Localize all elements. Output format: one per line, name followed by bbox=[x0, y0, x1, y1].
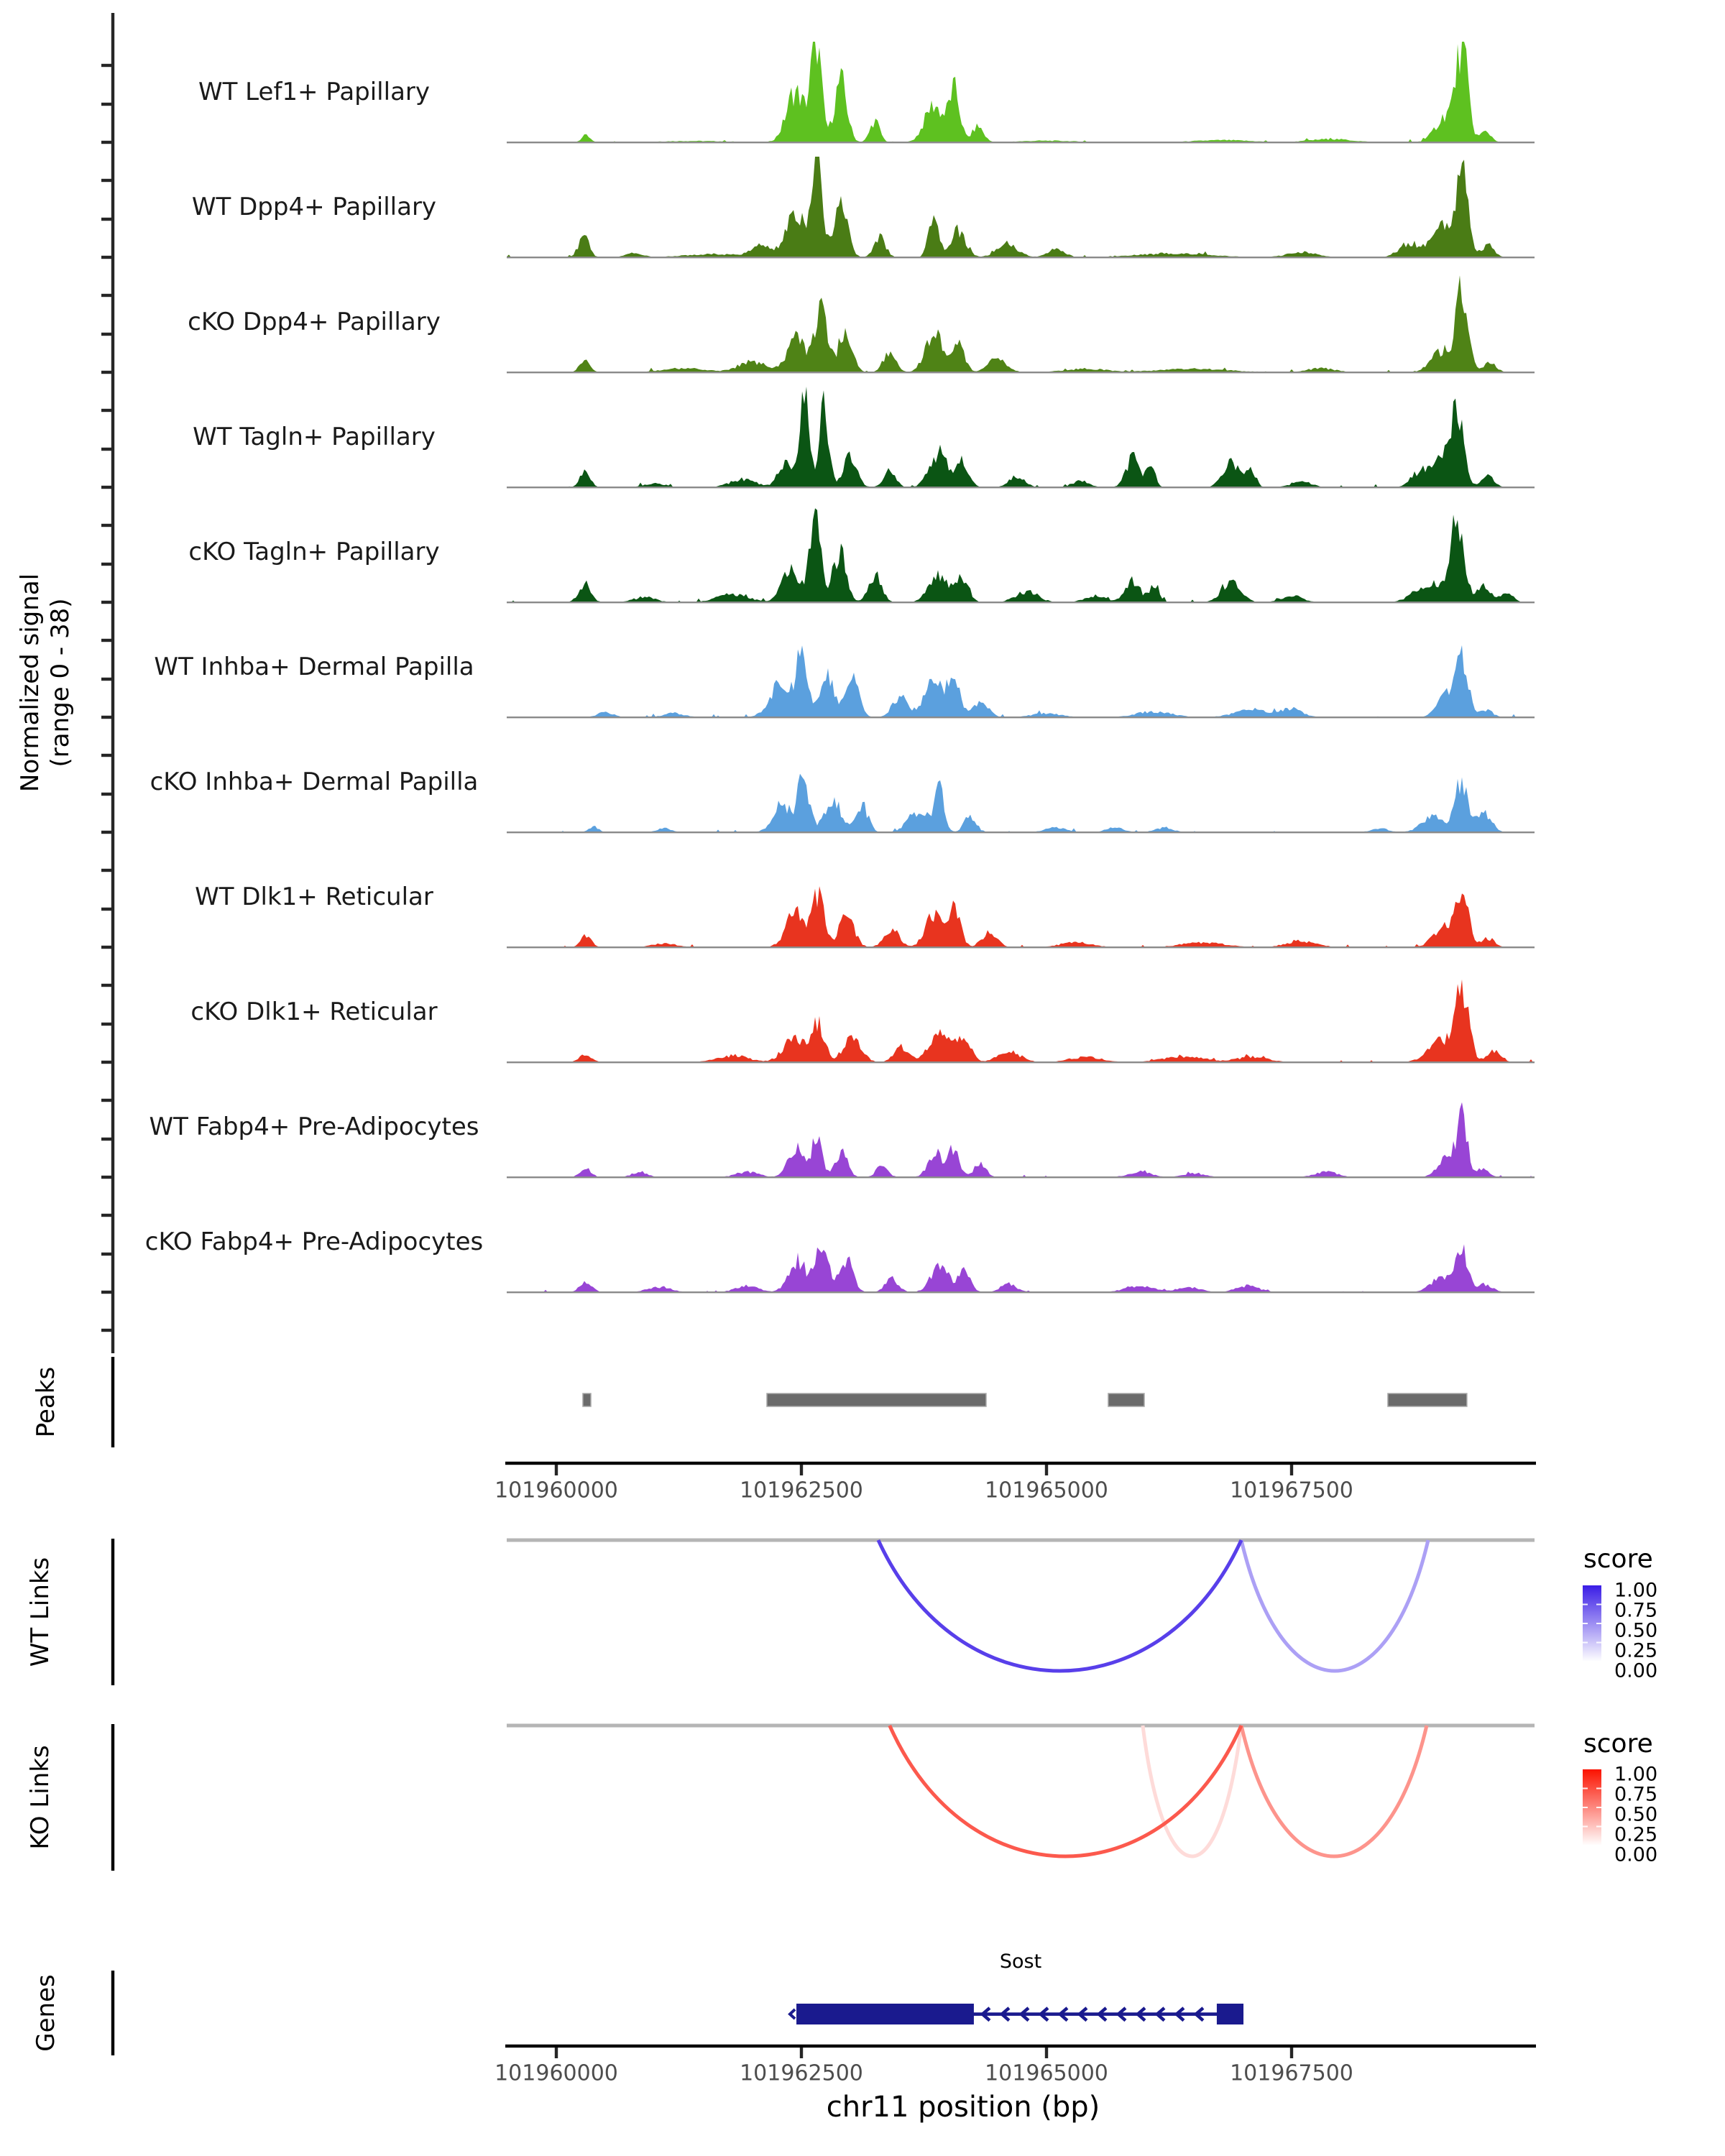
signal-axis-tick bbox=[101, 639, 111, 642]
bottom-axis-tick-label: 101965000 bbox=[985, 2060, 1108, 2086]
ko-links-legend-tick-label: 1.00 bbox=[1614, 1763, 1658, 1786]
track-label: WT Fabp4+ Pre-Adipocytes bbox=[149, 1112, 479, 1141]
track-label: cKO Dlk1+ Reticular bbox=[190, 998, 438, 1026]
track-baseline bbox=[507, 946, 1535, 948]
coverage-signal-area bbox=[507, 1102, 1535, 1177]
track-label: cKO Dpp4+ Papillary bbox=[188, 308, 441, 336]
ko-links-legend-tick-label: 0.50 bbox=[1614, 1803, 1658, 1826]
signal-axis-tick bbox=[101, 256, 111, 259]
coverage-signal-area bbox=[507, 42, 1535, 142]
ko-links-arc bbox=[890, 1726, 1241, 1856]
ko-links-legend-bar-tick bbox=[1596, 1788, 1601, 1789]
ko-links-legend-bar-tick bbox=[1583, 1788, 1588, 1789]
track-baseline bbox=[507, 487, 1535, 488]
track-label: cKO Tagln+ Papillary bbox=[188, 538, 440, 566]
wt-links-legend-tick-label: 0.50 bbox=[1614, 1619, 1658, 1642]
signal-axis-tick bbox=[101, 908, 111, 911]
track-label: cKO Fabp4+ Pre-Adipocytes bbox=[144, 1227, 484, 1256]
signal-axis-tick bbox=[101, 1023, 111, 1026]
genes-spine bbox=[111, 1971, 114, 2055]
top-axis-tick-label: 101960000 bbox=[494, 1478, 618, 1503]
signal-axis-tick bbox=[101, 448, 111, 451]
bottom-axis-tick bbox=[1290, 2047, 1293, 2058]
track-label: WT Inhba+ Dermal Papilla bbox=[154, 653, 474, 681]
gene-strand-arrow-icon bbox=[790, 2009, 795, 2019]
ko-links-legend-tick-label: 0.25 bbox=[1614, 1823, 1658, 1846]
coverage-signal-area bbox=[507, 387, 1535, 487]
peak-region bbox=[1108, 1393, 1144, 1406]
ko-links-legend-bar-tick bbox=[1583, 1807, 1588, 1808]
bottom-axis-line bbox=[505, 2045, 1536, 2047]
signal-axis-tick bbox=[101, 1291, 111, 1294]
track-baseline bbox=[507, 1061, 1535, 1063]
track-baseline bbox=[507, 602, 1535, 603]
ko-links-baseline bbox=[507, 1724, 1535, 1728]
signal-axis-tick bbox=[101, 1061, 111, 1064]
coverage-signal-area bbox=[507, 275, 1535, 372]
gene-name-label: Sost bbox=[999, 1950, 1042, 1973]
bottom-axis-tick-label: 101967500 bbox=[1230, 2060, 1353, 2086]
wt-links-legend-bar-tick bbox=[1596, 1623, 1601, 1624]
top-axis-tick bbox=[555, 1465, 558, 1475]
section-label-wt-links: WT Links bbox=[26, 1557, 55, 1667]
peaks-spine bbox=[111, 1357, 114, 1447]
bottom-axis-tick-label: 101960000 bbox=[494, 2060, 618, 2086]
ko-links-legend-bar-tick bbox=[1596, 1807, 1601, 1808]
track-baseline bbox=[507, 717, 1535, 718]
bottom-axis-tick bbox=[800, 2047, 803, 2058]
wt-links-spine bbox=[111, 1539, 114, 1685]
top-axis-tick-label: 101967500 bbox=[1230, 1478, 1353, 1503]
signal-axis-tick bbox=[101, 563, 111, 566]
bottom-axis-tick-label: 101962500 bbox=[740, 2060, 863, 2086]
peak-region bbox=[767, 1393, 986, 1406]
signal-axis-tick bbox=[101, 141, 111, 144]
signal-axis-tick bbox=[101, 294, 111, 297]
signal-axis-tick bbox=[101, 678, 111, 681]
section-label-genes: Genes bbox=[32, 1974, 60, 2052]
top-axis-tick bbox=[800, 1465, 803, 1475]
coverage-signal-area bbox=[507, 980, 1535, 1062]
signal-axis-tick bbox=[101, 869, 111, 872]
wt-links-legend-bar-tick bbox=[1596, 1642, 1601, 1644]
signal-axis-tick bbox=[101, 754, 111, 757]
track-label: WT Dlk1+ Reticular bbox=[195, 883, 433, 911]
signal-axis-tick bbox=[101, 1138, 111, 1141]
gene-exon-thick bbox=[796, 2004, 974, 2024]
ko-links-arc bbox=[1143, 1726, 1241, 1856]
ko-links-legend-title: score bbox=[1583, 1729, 1653, 1759]
coverage-signal-area bbox=[507, 645, 1535, 717]
coverage-signal-area bbox=[507, 157, 1535, 257]
wt-links-legend-tick-label: 0.75 bbox=[1614, 1599, 1658, 1622]
track-label: WT Tagln+ Papillary bbox=[193, 423, 436, 451]
peak-region bbox=[583, 1393, 591, 1406]
track-baseline bbox=[507, 1291, 1535, 1293]
signal-axis-tick bbox=[101, 1214, 111, 1217]
peak-region bbox=[1388, 1393, 1467, 1406]
signal-axis-tick bbox=[101, 64, 111, 67]
y-axis-label-line2: (range 0 - 38) bbox=[46, 598, 75, 768]
wt-links-legend-tick-label: 0.00 bbox=[1614, 1659, 1658, 1682]
signal-axis-tick bbox=[101, 409, 111, 412]
wt-links-legend-bar-tick bbox=[1583, 1642, 1588, 1644]
ko-links-legend-bar-tick bbox=[1583, 1826, 1588, 1828]
wt-links-arc bbox=[878, 1540, 1241, 1671]
wt-links-legend-title: score bbox=[1583, 1544, 1653, 1574]
signal-axis-tick bbox=[101, 793, 111, 796]
wt-links-baseline bbox=[507, 1539, 1535, 1542]
wt-links-legend-bar-tick bbox=[1583, 1623, 1588, 1624]
bottom-axis-tick bbox=[555, 2047, 558, 2058]
top-axis-tick-label: 101962500 bbox=[740, 1478, 863, 1503]
gene-exon-small bbox=[1217, 2004, 1243, 2024]
wt-links-legend-tick-label: 0.25 bbox=[1614, 1639, 1658, 1662]
coverage-signal-area bbox=[507, 508, 1535, 602]
signal-axis-tick bbox=[101, 524, 111, 527]
signal-axis-tick bbox=[101, 486, 111, 489]
signal-axis-tick bbox=[101, 179, 111, 182]
top-axis-tick bbox=[1045, 1465, 1048, 1475]
track-baseline bbox=[507, 142, 1535, 143]
top-axis-line bbox=[505, 1462, 1536, 1465]
signal-axis-tick bbox=[101, 1253, 111, 1256]
top-axis-tick bbox=[1290, 1465, 1293, 1475]
wt-links-arc bbox=[1241, 1540, 1428, 1671]
track-baseline bbox=[507, 831, 1535, 833]
signal-axis-tick bbox=[101, 371, 111, 374]
coverage-signal-area bbox=[507, 886, 1535, 947]
wt-links-legend-tick-label: 1.00 bbox=[1614, 1579, 1658, 1602]
section-label-ko-links: KO Links bbox=[26, 1745, 55, 1850]
wt-links-legend-bar-tick bbox=[1596, 1604, 1601, 1606]
top-axis-tick-label: 101965000 bbox=[985, 1478, 1108, 1503]
signal-axis-tick bbox=[101, 1329, 111, 1332]
signal-axis-tick bbox=[101, 103, 111, 106]
track-baseline bbox=[507, 372, 1535, 373]
ko-links-legend-tick-label: 0.75 bbox=[1614, 1783, 1658, 1806]
coverage-signal-area bbox=[507, 1244, 1535, 1292]
track-label: cKO Inhba+ Dermal Papilla bbox=[150, 768, 479, 796]
ko-links-spine bbox=[111, 1724, 114, 1871]
track-baseline bbox=[507, 1176, 1535, 1178]
ko-links-legend-bar-tick bbox=[1596, 1826, 1601, 1828]
track-label: WT Dpp4+ Papillary bbox=[191, 193, 437, 221]
y-axis-label-line1: Normalized signal bbox=[16, 573, 45, 793]
track-label: WT Lef1+ Papillary bbox=[198, 78, 431, 106]
signal-axis-tick bbox=[101, 984, 111, 987]
signal-axis-tick bbox=[101, 218, 111, 221]
wt-links-legend-bar-tick bbox=[1583, 1604, 1588, 1606]
signal-axis-spine bbox=[111, 13, 114, 1353]
coverage-signal-area bbox=[507, 774, 1535, 832]
signal-axis-tick bbox=[101, 1099, 111, 1102]
x-axis-title: chr11 position (bp) bbox=[826, 2091, 1100, 2124]
signal-axis-tick bbox=[101, 716, 111, 719]
ko-links-legend-tick-label: 0.00 bbox=[1614, 1843, 1658, 1866]
signal-axis-tick bbox=[101, 831, 111, 834]
signal-axis-tick bbox=[101, 1176, 111, 1179]
section-label-peaks: Peaks bbox=[32, 1366, 60, 1438]
bottom-axis-tick bbox=[1045, 2047, 1048, 2058]
signal-axis-tick bbox=[101, 946, 111, 949]
signal-axis-tick bbox=[101, 601, 111, 604]
track-baseline bbox=[507, 257, 1535, 258]
ko-links-arc bbox=[1241, 1726, 1427, 1856]
signal-axis-tick bbox=[101, 333, 111, 336]
